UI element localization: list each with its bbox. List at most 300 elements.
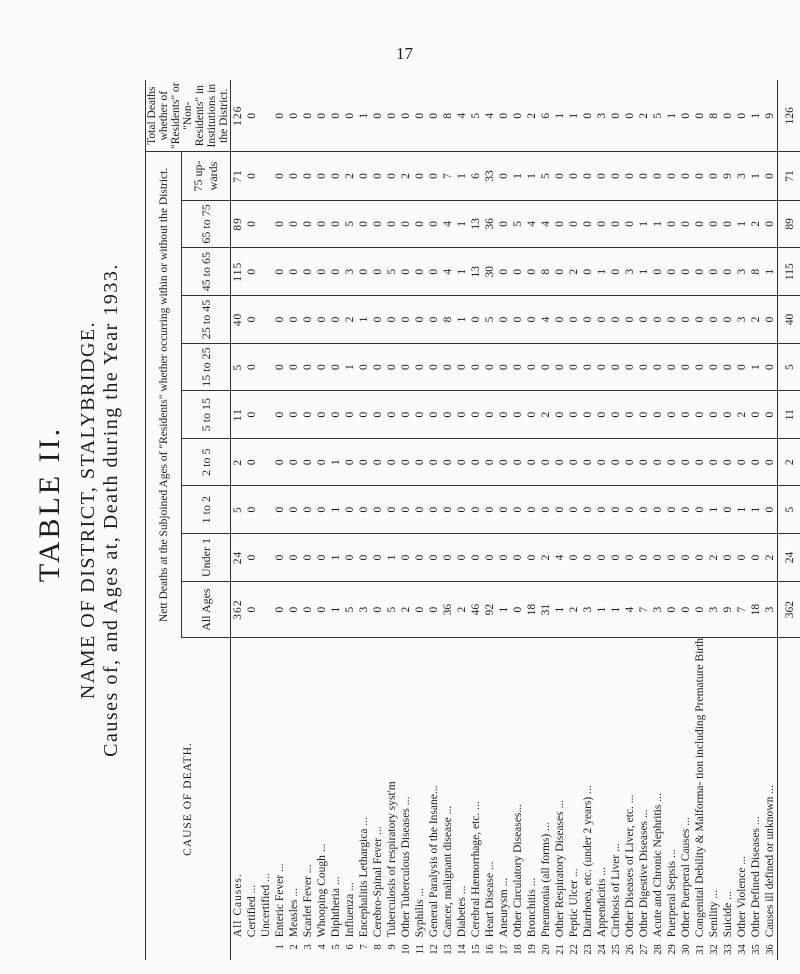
- count-cell: 0: [497, 438, 511, 485]
- count-cell: 0: [343, 533, 357, 581]
- count-cell: 0: [385, 438, 399, 485]
- count-cell: 0: [679, 343, 693, 391]
- count-cell: 0: [371, 438, 385, 485]
- count-cell: 0: [665, 152, 679, 200]
- count-cell: [259, 391, 273, 439]
- cause-label: Whooping Cough ...: [316, 843, 328, 938]
- count-cell: 0: [539, 343, 553, 391]
- count-cell: 0: [567, 438, 581, 485]
- table-row: [483, 80, 497, 960]
- table-row: [749, 80, 763, 960]
- row-number: 18: [512, 944, 524, 955]
- age-column-header: 45 to 65: [182, 248, 231, 296]
- count-cell: 1: [567, 80, 581, 152]
- count-cell: 0: [651, 438, 665, 485]
- cause-label: Encephalitis Lethargica ...: [358, 817, 370, 938]
- count-cell: 5: [343, 582, 357, 638]
- count-cell: 71: [778, 152, 800, 200]
- count-cell: 0: [273, 391, 287, 439]
- row-number: 25: [610, 944, 622, 955]
- count-cell: [259, 152, 273, 200]
- count-cell: 0: [371, 248, 385, 296]
- count-cell: 2: [567, 248, 581, 296]
- count-cell: 0: [623, 200, 637, 248]
- count-cell: 0: [623, 391, 637, 439]
- count-cell: 0: [623, 438, 637, 485]
- count-cell: 0: [595, 533, 609, 581]
- count-cell: 1: [735, 486, 749, 533]
- count-cell: 1: [707, 486, 721, 533]
- count-cell: 0: [553, 200, 567, 248]
- count-cell: 4: [441, 248, 455, 296]
- count-cell: 0: [469, 533, 483, 581]
- count-cell: 0: [511, 391, 525, 439]
- count-cell: 0: [427, 343, 441, 391]
- count-cell: 0: [721, 248, 735, 296]
- count-cell: 0: [399, 391, 413, 439]
- count-cell: 5: [231, 486, 246, 533]
- count-cell: 13: [469, 200, 483, 248]
- count-cell: 0: [567, 343, 581, 391]
- table-row: [497, 80, 511, 960]
- count-cell: 0: [665, 391, 679, 439]
- count-cell: 4: [539, 200, 553, 248]
- count-cell: 3: [343, 248, 357, 296]
- count-cell: 0: [707, 343, 721, 391]
- count-cell: 1: [455, 248, 469, 296]
- table-row: [539, 80, 553, 960]
- age-column-header: 5 to 15: [182, 391, 231, 439]
- count-cell: 0: [609, 152, 623, 200]
- count-cell: 0: [441, 486, 455, 533]
- count-cell: 0: [455, 343, 469, 391]
- count-cell: 0: [413, 343, 427, 391]
- table-row: [623, 80, 637, 960]
- cause-label: All Causes.: [232, 873, 244, 938]
- table-row: [679, 80, 693, 960]
- count-cell: 0: [763, 200, 778, 248]
- count-cell: 0: [399, 296, 413, 344]
- count-cell: 0: [679, 296, 693, 344]
- cause-label: Other Tuberculous Diseases ...: [400, 796, 412, 938]
- count-cell: 5: [539, 152, 553, 200]
- count-cell: 3: [357, 582, 371, 638]
- count-cell: 5: [343, 200, 357, 248]
- count-cell: 0: [315, 296, 329, 344]
- page-subtitle: [77, 110, 123, 910]
- count-cell: 5: [231, 343, 246, 391]
- count-cell: 1: [651, 200, 665, 248]
- count-cell: 0: [343, 438, 357, 485]
- count-cell: 3: [735, 248, 749, 296]
- count-cell: 0: [245, 391, 259, 439]
- table-row: [343, 80, 357, 960]
- count-cell: 0: [693, 391, 707, 439]
- count-cell: 0: [497, 343, 511, 391]
- count-cell: 0: [287, 200, 301, 248]
- count-cell: 1: [329, 438, 343, 485]
- count-cell: 0: [679, 582, 693, 638]
- count-cell: 126: [231, 80, 246, 152]
- count-cell: 11: [778, 391, 800, 439]
- count-cell: 0: [301, 248, 315, 296]
- age-column-header: 15 to 25: [182, 343, 231, 391]
- row-number: 1: [274, 944, 286, 950]
- table-row: [553, 80, 567, 960]
- count-cell: 0: [315, 391, 329, 439]
- count-cell: 0: [721, 391, 735, 439]
- count-cell: 7: [735, 582, 749, 638]
- count-cell: 6: [469, 152, 483, 200]
- mortality-table-wrapper: [145, 80, 800, 960]
- count-cell: 4: [441, 200, 455, 248]
- count-cell: 0: [245, 152, 259, 200]
- subtitle-district: NAME OF DISTRICT, STALYBRIDGE.: [77, 320, 99, 700]
- count-cell: 89: [778, 200, 800, 248]
- count-cell: 0: [273, 200, 287, 248]
- count-cell: 0: [427, 248, 441, 296]
- count-cell: 2: [399, 152, 413, 200]
- count-cell: 36: [483, 200, 497, 248]
- count-cell: 0: [693, 533, 707, 581]
- count-cell: 0: [273, 533, 287, 581]
- cause-column-header: CAUSE OF DEATH.: [146, 637, 231, 960]
- count-cell: 0: [441, 391, 455, 439]
- count-cell: 0: [301, 152, 315, 200]
- total-deaths-header: Total Deaths whether of "Residents" or "Non-Residents" in Institutions in the District.: [146, 80, 231, 152]
- count-cell: 0: [273, 248, 287, 296]
- table-row: [721, 80, 735, 960]
- row-number: 7: [358, 944, 370, 950]
- cause-label: Diarrhoea, etc. (under 2 years) ...: [582, 785, 594, 938]
- count-cell: 4: [539, 296, 553, 344]
- table-row: [665, 80, 679, 960]
- count-cell: 0: [497, 296, 511, 344]
- count-cell: 0: [427, 296, 441, 344]
- count-cell: 0: [651, 296, 665, 344]
- count-cell: 0: [707, 391, 721, 439]
- count-cell: 0: [679, 486, 693, 533]
- count-cell: 362: [231, 582, 246, 638]
- count-cell: 0: [301, 343, 315, 391]
- count-cell: 0: [245, 296, 259, 344]
- row-number: 31: [694, 944, 706, 955]
- row-number: 12: [428, 944, 440, 955]
- count-cell: 0: [385, 80, 399, 152]
- count-cell: 0: [749, 533, 763, 581]
- count-cell: 0: [469, 343, 483, 391]
- count-cell: 40: [231, 296, 246, 344]
- count-cell: 0: [315, 80, 329, 152]
- row-number: 36: [764, 944, 776, 955]
- count-cell: 0: [273, 296, 287, 344]
- count-cell: 0: [735, 80, 749, 152]
- count-cell: 5: [778, 486, 800, 533]
- count-cell: 0: [567, 391, 581, 439]
- count-cell: 1: [553, 582, 567, 638]
- count-cell: 0: [469, 391, 483, 439]
- count-cell: 0: [273, 343, 287, 391]
- count-cell: 0: [581, 343, 595, 391]
- count-cell: 0: [385, 486, 399, 533]
- count-cell: 0: [287, 438, 301, 485]
- count-cell: 0: [245, 343, 259, 391]
- count-cell: 2: [707, 533, 721, 581]
- count-cell: 0: [245, 533, 259, 581]
- count-cell: 0: [721, 343, 735, 391]
- row-number: [259, 941, 273, 960]
- count-cell: 0: [413, 248, 427, 296]
- count-cell: 0: [693, 486, 707, 533]
- count-cell: 0: [315, 248, 329, 296]
- count-cell: 0: [357, 200, 371, 248]
- row-number: 26: [624, 944, 636, 955]
- count-cell: 0: [483, 438, 497, 485]
- count-cell: 1: [749, 152, 763, 200]
- cause-label: Congenital Debility & Malforma- tion including Premature Birth: [694, 637, 706, 938]
- count-cell: 0: [357, 391, 371, 439]
- count-cell: 0: [567, 200, 581, 248]
- count-cell: 0: [623, 343, 637, 391]
- row-number: [778, 941, 800, 960]
- table-row: [707, 80, 721, 960]
- count-cell: 0: [707, 296, 721, 344]
- count-cell: 0: [525, 391, 539, 439]
- row-number: 19: [526, 944, 538, 955]
- count-cell: 0: [301, 582, 315, 638]
- count-cell: 0: [679, 391, 693, 439]
- count-cell: 0: [553, 343, 567, 391]
- table-row: [329, 80, 343, 960]
- age-column-header: 2 to 5: [182, 438, 231, 485]
- table-row: [651, 80, 665, 960]
- count-cell: 92: [483, 582, 497, 638]
- count-cell: 0: [735, 438, 749, 485]
- count-cell: 0: [497, 200, 511, 248]
- count-cell: 0: [301, 533, 315, 581]
- table-row: [581, 80, 595, 960]
- cause-label: Diabetes ...: [456, 885, 468, 938]
- count-cell: 2: [735, 391, 749, 439]
- count-cell: 0: [483, 391, 497, 439]
- row-number: 34: [736, 944, 748, 955]
- count-cell: 0: [511, 582, 525, 638]
- count-cell: 0: [581, 296, 595, 344]
- row-number: 4: [316, 944, 328, 950]
- count-cell: 13: [469, 248, 483, 296]
- count-cell: 71: [231, 152, 246, 200]
- count-cell: 0: [637, 486, 651, 533]
- table-row: [763, 80, 778, 960]
- count-cell: 1: [735, 200, 749, 248]
- count-cell: [259, 296, 273, 344]
- count-cell: 36: [441, 582, 455, 638]
- row-number: 10: [400, 944, 412, 955]
- count-cell: 3: [651, 582, 665, 638]
- count-cell: 0: [651, 152, 665, 200]
- table-row: [273, 80, 287, 960]
- count-cell: 0: [329, 343, 343, 391]
- count-cell: 1: [749, 486, 763, 533]
- cause-label: Suicide ...: [722, 891, 734, 938]
- count-cell: 126: [778, 80, 800, 152]
- cause-label: Other Respiratory Diseases ...: [554, 799, 566, 938]
- count-cell: 0: [595, 152, 609, 200]
- row-number: 9: [386, 944, 398, 950]
- count-cell: 1: [609, 582, 623, 638]
- count-cell: 0: [315, 438, 329, 485]
- row-number: 3: [302, 944, 314, 950]
- count-cell: 0: [553, 248, 567, 296]
- count-cell: 0: [371, 152, 385, 200]
- table-row: [301, 80, 315, 960]
- count-cell: 3: [735, 152, 749, 200]
- count-cell: 0: [651, 533, 665, 581]
- row-number: 30: [680, 944, 692, 955]
- count-cell: 0: [357, 486, 371, 533]
- count-cell: 9: [763, 80, 778, 152]
- row-number: 17: [498, 944, 510, 955]
- count-cell: 2: [343, 296, 357, 344]
- count-cell: 0: [553, 152, 567, 200]
- count-cell: 0: [511, 296, 525, 344]
- count-cell: 0: [427, 533, 441, 581]
- table-body: [231, 80, 800, 960]
- count-cell: 0: [329, 248, 343, 296]
- table-row: [245, 80, 259, 960]
- count-cell: 0: [679, 80, 693, 152]
- count-cell: 30: [483, 248, 497, 296]
- count-cell: 0: [665, 296, 679, 344]
- age-column-header: All Ages: [182, 582, 231, 638]
- count-cell: 3: [735, 296, 749, 344]
- cause-label: Cerebral Hæmorrhage, etc. ...: [470, 801, 482, 938]
- count-cell: 0: [679, 438, 693, 485]
- row-number: 5: [330, 944, 342, 950]
- count-cell: 0: [567, 296, 581, 344]
- table-row: [511, 80, 525, 960]
- count-cell: 0: [525, 438, 539, 485]
- row-number: 11: [414, 944, 426, 955]
- count-cell: 0: [707, 152, 721, 200]
- count-cell: 0: [315, 582, 329, 638]
- count-cell: 0: [399, 438, 413, 485]
- count-cell: 2: [343, 152, 357, 200]
- count-cell: 1: [595, 582, 609, 638]
- count-cell: 0: [301, 296, 315, 344]
- count-cell: 0: [413, 391, 427, 439]
- count-cell: 1: [329, 486, 343, 533]
- count-cell: 0: [497, 391, 511, 439]
- table-row: [357, 80, 371, 960]
- count-cell: 0: [609, 391, 623, 439]
- count-cell: 5: [469, 80, 483, 152]
- count-cell: 5: [385, 248, 399, 296]
- count-cell: 0: [567, 486, 581, 533]
- count-cell: 0: [707, 200, 721, 248]
- count-cell: 0: [595, 343, 609, 391]
- mortality-table: [145, 80, 800, 960]
- count-cell: 0: [539, 486, 553, 533]
- cause-label: Other Circulatory Diseases...: [512, 804, 524, 938]
- count-cell: 0: [609, 248, 623, 296]
- count-cell: 2: [399, 582, 413, 638]
- count-cell: 0: [371, 486, 385, 533]
- count-cell: 0: [245, 248, 259, 296]
- table-row: [609, 80, 623, 960]
- cause-label: Other Defined Diseases ...: [750, 816, 762, 938]
- count-cell: 0: [427, 200, 441, 248]
- count-cell: 3: [707, 582, 721, 638]
- cause-label: Other Diseases of Liver, etc. ...: [624, 794, 636, 938]
- cause-label: Bronchitis ...: [526, 877, 538, 938]
- count-cell: 0: [693, 248, 707, 296]
- count-cell: 46: [469, 582, 483, 638]
- count-cell: 0: [427, 80, 441, 152]
- table-row: [315, 80, 329, 960]
- count-cell: 1: [455, 200, 469, 248]
- count-cell: 0: [637, 438, 651, 485]
- count-cell: 2: [749, 200, 763, 248]
- count-cell: 0: [287, 296, 301, 344]
- count-cell: 0: [455, 438, 469, 485]
- count-cell: 2: [525, 80, 539, 152]
- count-cell: 0: [455, 533, 469, 581]
- cause-label: Scarlet Fever ...: [302, 864, 314, 938]
- count-cell: 0: [693, 343, 707, 391]
- age-column-header: 75 up-wards: [182, 152, 231, 200]
- table-row: [259, 80, 273, 960]
- count-cell: 0: [651, 248, 665, 296]
- count-cell: 0: [651, 391, 665, 439]
- count-cell: 0: [385, 391, 399, 439]
- count-cell: 1: [595, 248, 609, 296]
- count-cell: 0: [287, 533, 301, 581]
- count-cell: 0: [623, 296, 637, 344]
- count-cell: 0: [511, 248, 525, 296]
- count-cell: 0: [525, 533, 539, 581]
- count-cell: 0: [399, 533, 413, 581]
- count-cell: 0: [609, 486, 623, 533]
- count-cell: 0: [427, 582, 441, 638]
- count-cell: 0: [497, 533, 511, 581]
- row-number: 27: [638, 944, 650, 955]
- row-number: 32: [708, 944, 720, 955]
- count-cell: 5: [511, 200, 525, 248]
- count-cell: 0: [413, 152, 427, 200]
- count-cell: 0: [609, 438, 623, 485]
- count-cell: 0: [525, 296, 539, 344]
- count-cell: 0: [623, 152, 637, 200]
- count-cell: 0: [735, 343, 749, 391]
- count-cell: 0: [483, 343, 497, 391]
- cause-label: Other Digestive Diseases ...: [638, 809, 650, 938]
- count-cell: 0: [581, 438, 595, 485]
- age-column-header: 65 to 75: [182, 200, 231, 248]
- count-cell: 8: [707, 80, 721, 152]
- count-cell: 2: [778, 438, 800, 485]
- count-cell: 0: [399, 248, 413, 296]
- count-cell: 0: [721, 486, 735, 533]
- cause-label: Acute and Chronic Nephritis ...: [652, 793, 664, 938]
- count-cell: 0: [385, 343, 399, 391]
- count-cell: 0: [497, 486, 511, 533]
- count-cell: 8: [539, 248, 553, 296]
- table-row: [525, 80, 539, 960]
- count-cell: 0: [329, 152, 343, 200]
- count-cell: 0: [343, 391, 357, 439]
- count-cell: 1: [497, 582, 511, 638]
